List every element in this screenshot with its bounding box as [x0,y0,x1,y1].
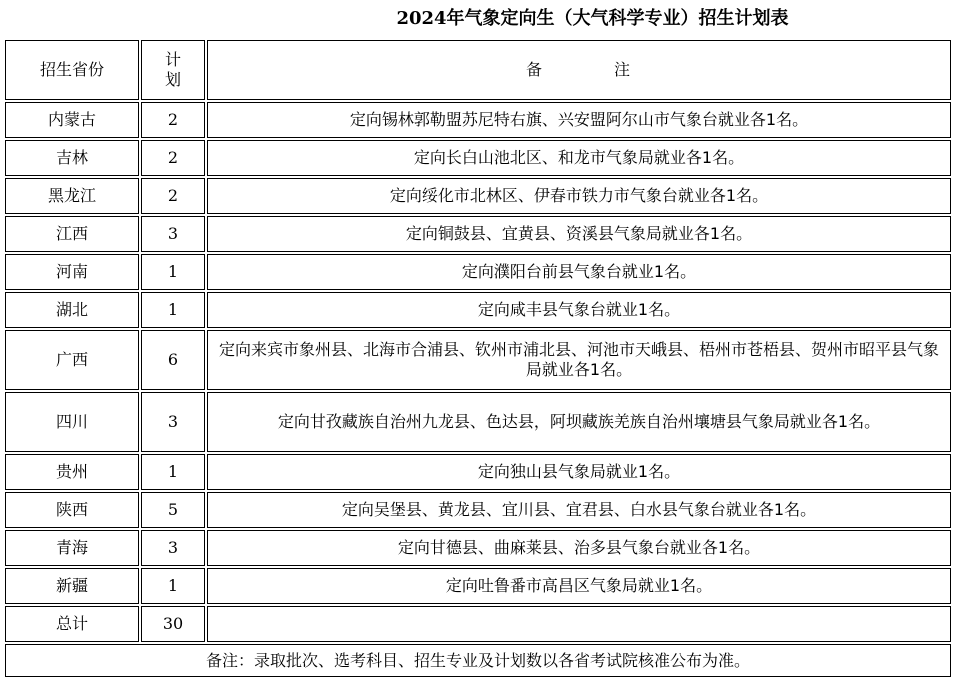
table-row [5,254,951,290]
table-row [5,330,951,390]
table-row [5,568,951,604]
page-title: 2024年气象定向生（大气科学专业）招生计划表 [396,8,789,29]
note-cell: 定向濮阳台前县气象台就业1名。 [207,254,951,290]
count-cell: 3 [141,216,205,252]
table-row [5,178,951,214]
province-cell: 广西 [5,330,139,390]
table-row [5,292,951,328]
note-cell: 定向咸丰县气象台就业1名。 [207,292,951,328]
header-note [207,40,951,100]
footer-note: 备注：录取批次、选考科目、招生专业及计划数以各省考试院核准公布为准。 [5,644,951,677]
enrollment-plan-table [3,38,953,679]
note-cell: 定向绥化市北林区、伊春市铁力市气象台就业各1名。 [207,178,951,214]
count-cell: 1 [141,292,205,328]
table-row [5,216,951,252]
note-cell: 定向来宾市象州县、北海市合浦县、钦州市浦北县、河池市天峨县、梧州市苍梧县、贺州市昭平县气象局就业各1名。 [207,330,951,390]
header-note-char1: 备 [525,60,544,79]
note-cell: 定向锡林郭勒盟苏尼特右旗、兴安盟阿尔山市气象台就业各1名。 [207,102,951,138]
header-count-line1: 计 [164,50,181,69]
note-cell: 定向独山县气象局就业1名。 [207,454,951,490]
total-label-cell: 总计 [5,606,139,642]
header-note-char2: 注 [614,60,633,79]
count-cell: 1 [141,454,205,490]
count-cell: 3 [141,530,205,566]
table-row [5,530,951,566]
note-cell: 定向甘德县、曲麻莱县、治多县气象台就业各1名。 [207,530,951,566]
count-cell: 2 [141,140,205,176]
table-row [5,492,951,528]
count-cell: 3 [141,392,205,452]
header-count [141,40,205,100]
header-province: 招生省份 [5,40,139,100]
province-cell: 青海 [5,530,139,566]
province-cell: 湖北 [5,292,139,328]
note-cell: 定向长白山池北区、和龙市气象局就业各1名。 [207,140,951,176]
table-row [5,140,951,176]
note-cell: 定向吴堡县、黄龙县、宜川县、宜君县、白水县气象台就业各1名。 [207,492,951,528]
count-cell: 6 [141,330,205,390]
table-header-row [5,40,951,100]
province-cell: 内蒙古 [5,102,139,138]
table-row [5,392,951,452]
table-row [5,454,951,490]
note-cell: 定向铜鼓县、宜黄县、资溪县气象局就业各1名。 [207,216,951,252]
note-cell: 定向甘孜藏族自治州九龙县、色达县，阿坝藏族羌族自治州壤塘县气象局就业各1名。 [207,392,951,452]
province-cell: 陕西 [5,492,139,528]
province-cell: 河南 [5,254,139,290]
count-cell: 1 [141,568,205,604]
province-cell: 吉林 [5,140,139,176]
footer-row [5,644,951,677]
table-row [5,102,951,138]
province-cell: 贵州 [5,454,139,490]
count-cell: 5 [141,492,205,528]
count-cell: 2 [141,178,205,214]
total-note-cell [207,606,951,642]
total-row [5,606,951,642]
count-cell: 1 [141,254,205,290]
province-cell: 四川 [5,392,139,452]
header-count-line2: 划 [164,70,181,89]
province-cell: 新疆 [5,568,139,604]
total-count-cell: 30 [141,606,205,642]
province-cell: 黑龙江 [5,178,139,214]
count-cell: 2 [141,102,205,138]
province-cell: 江西 [5,216,139,252]
note-cell: 定向吐鲁番市高昌区气象局就业1名。 [207,568,951,604]
